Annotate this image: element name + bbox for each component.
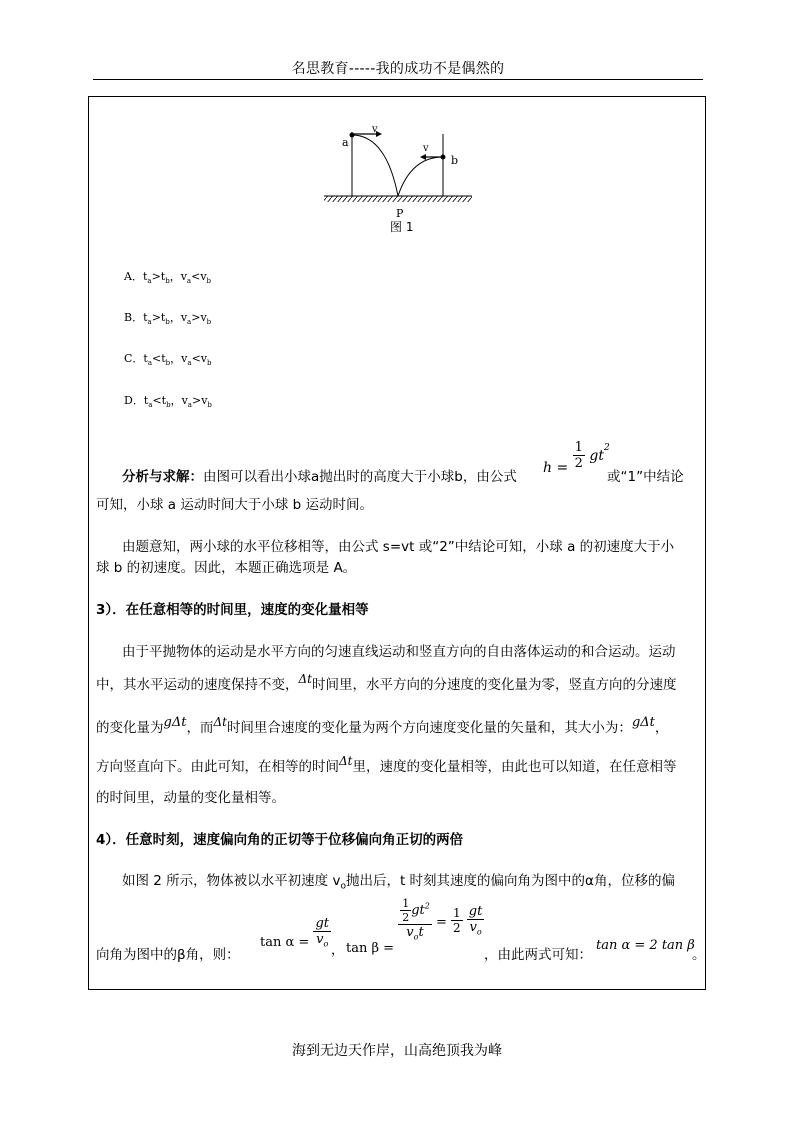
- analysis-p2-line-2: 球 b 的初速度。因此，本题正确选项是 A。: [96, 560, 357, 576]
- label-v-left: v: [372, 124, 378, 135]
- choice-b: B．$t_a>t_b$，$v_a>v_b$: [124, 311, 212, 327]
- section-4-heading: 4）．任意时刻，速度偏向角的正切等于位移偏向角正切的两倍: [96, 832, 464, 848]
- ground-hatch: [324, 196, 472, 202]
- trajectory-b: [398, 157, 443, 196]
- formula-tan-beta: tan β = $\frac{1}{2}$ $gt^2$ $v_ot$ = $\frac{1}{2}$ $\frac{gt}{v_o}$: [346, 897, 483, 956]
- figure-caption: 图 1: [390, 220, 414, 234]
- page-footer: 海到无边天作岸，山高绝顶我为峰: [292, 1043, 502, 1059]
- formula-h: h = $\frac{1}{2}$ $gt^2$: [543, 440, 610, 476]
- section-4-line-1: 如图 2 所示，物体被以水平初速度 $v_o$抛出后，t 时刻其速度的偏向角为图中的α角，位移的偏: [122, 873, 675, 892]
- figure-1: [316, 120, 486, 238]
- section-3-line-5: 的时间里，动量的变化量相等。: [96, 790, 285, 806]
- analysis-line-2: 可知，小球 a 运动时间大于小球 b 运动时间。: [96, 497, 374, 513]
- analysis-line-1: 分析与求解：由图可以看出小球a抛出时的高度大于小球b，由公式: [122, 469, 517, 485]
- section-4-period: 。: [692, 947, 706, 963]
- choice-a: A．$t_a>t_b$，$v_a<v_b$: [124, 270, 212, 286]
- analysis-p2-line-1: 由题意知，两小球的水平位移相等，由公式 s=vt 或“2”中结论可知，小球 a 的初速度大于小: [122, 539, 675, 555]
- choice-c: C．$t_a<t_b$，$v_a<v_b$: [124, 352, 212, 368]
- section-3-line-1: 由于平抛物体的运动是水平方向的匀速直线运动和竖直方向的自由落体运动的和合运动。运动: [122, 644, 676, 660]
- section-4-line-2-text: 向角为图中的β角，则：: [96, 947, 240, 963]
- analysis-heading: 分析与求解：: [122, 469, 203, 485]
- trajectory-a: [352, 135, 398, 196]
- choice-d: D．$t_a<t_b$，$v_a>v_b$: [124, 394, 212, 410]
- label-v-right: v: [423, 143, 429, 154]
- formula-result: tan α = 2 tan β: [596, 938, 695, 953]
- section-3-line-3: 的变化量为gΔt，而Δt时间里合速度的变化量为两个方向速度变化量的矢量和，其大小为：gΔt，: [96, 715, 669, 736]
- section-3-heading: 3）．在任意相等的时间里，速度的变化量相等: [96, 602, 369, 618]
- label-p: P: [396, 207, 404, 220]
- analysis-line-1b: 或“1”中结论: [607, 469, 684, 485]
- header-rule: [93, 79, 703, 80]
- section-4-line-2b: ，由此两式可知：: [484, 947, 592, 963]
- section-3-line-4: 方向竖直向下。由此可知，在相等的时间Δt里，速度的变化量相等，由此也可以知道，在任意相等: [96, 754, 677, 775]
- section-3-line-2: 中，其水平运动的速度保持不变，Δt时间里，水平方向的分速度的变化量为零，竖直方向的分速度: [96, 672, 677, 693]
- label-b: b: [451, 154, 459, 167]
- label-a: a: [342, 136, 349, 149]
- formula-tan-alpha: tan α = $\frac{gt}{v_o}$ ，: [260, 916, 345, 958]
- page-header: 名思教育-----我的成功不是偶然的: [291, 61, 505, 77]
